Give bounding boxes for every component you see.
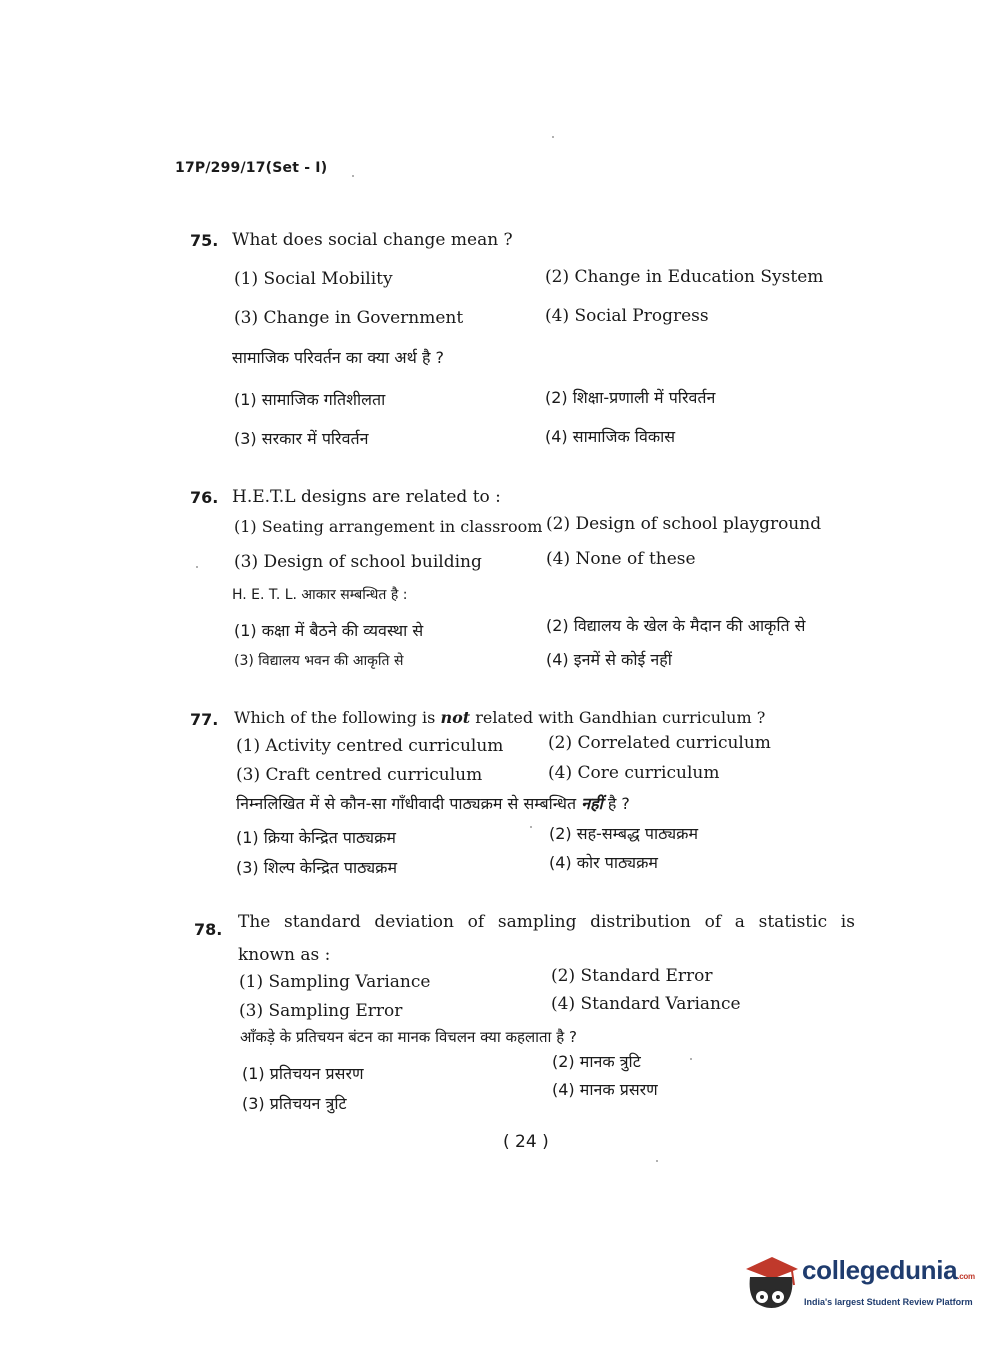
option-1-hi: (1) क्रिया केन्द्रित पाठ्यक्रम [236, 828, 396, 847]
word: deviation [374, 912, 454, 932]
option-3-en: (3) Sampling Error [239, 1001, 403, 1021]
logo-tagline: India's largest Student Review Platform [804, 1297, 973, 1307]
option-1-hi: (1) कक्षा में बैठने की व्यवस्था से [234, 621, 424, 640]
option-2-hi: (2) सह-सम्बद्ध पाठ्यक्रम [549, 824, 699, 843]
option-4-hi: (4) मानक प्रसरण [552, 1080, 658, 1099]
question-text-en: What does social change mean ? [232, 230, 513, 250]
option-1-hi: (1) प्रतिचयन प्रसरण [242, 1064, 364, 1083]
scan-speck [552, 136, 554, 138]
option-3-hi: (3) शिल्प केन्द्रित पाठ्यक्रम [236, 858, 398, 877]
question-text-hi: सामाजिक परिवर्तन का क्या अर्थ है ? [232, 348, 445, 367]
question-number: 76. [190, 488, 219, 507]
option-4-hi: (4) इनमें से कोई नहीं [546, 650, 672, 669]
scan-speck [352, 175, 354, 177]
word: of [704, 912, 722, 932]
option-3-hi: (3) विद्यालय भवन की आकृति से [234, 653, 404, 669]
question-text-hi-emphasis: नहीं [581, 794, 603, 813]
scan-speck [530, 826, 532, 828]
question-text-en-post: related with Gandhian curriculum ? [470, 708, 766, 727]
option-1-en: (1) Social Mobility [234, 269, 393, 289]
option-3-en: (3) Design of school building [234, 552, 482, 572]
logo-suffix: .com [957, 1272, 975, 1281]
question-text-en-line2: known as : [238, 945, 331, 965]
option-4-en: (4) Standard Variance [551, 994, 741, 1014]
word: standard [284, 912, 361, 932]
option-2-en: (2) Design of school playground [546, 514, 822, 534]
option-1-hi: (1) सामाजिक गतिशीलता [234, 390, 386, 409]
option-2-en: (2) Standard Error [551, 966, 713, 986]
question-text-en-pre: Which of the following is [234, 708, 441, 727]
option-4-hi: (4) कोर पाठ्यक्रम [549, 853, 658, 872]
option-4-en: (4) Social Progress [545, 306, 709, 326]
option-3-en: (3) Craft centred curriculum [236, 765, 483, 785]
question-text-hi-pre: निम्नलिखित में से कौन-सा गाँधीवादी पाठ्यक्रम से सम्बन्धित [236, 794, 582, 813]
option-2-hi: (2) मानक त्रुटि [552, 1052, 641, 1071]
word: distribution [590, 912, 691, 932]
option-2-hi: (2) शिक्षा-प्रणाली में परिवर्तन [545, 388, 716, 407]
question-text-en-emphasis: not [440, 708, 471, 727]
scan-speck [196, 566, 198, 568]
option-3-hi: (3) प्रतिचयन त्रुटि [242, 1094, 347, 1113]
logo-name: collegedunia [802, 1255, 958, 1285]
question-text-en [234, 708, 765, 727]
mascot-icon [742, 1247, 802, 1319]
option-2-en: (2) Correlated curriculum [548, 733, 771, 753]
logo-wordmark [802, 1255, 975, 1286]
question-text-hi: आँकड़े के प्रतिचयन बंटन का मानक विचलन क्या कहलाता है ? [240, 1028, 577, 1046]
question-number: 75. [190, 231, 219, 250]
scan-speck [690, 1058, 692, 1060]
word: a [734, 912, 745, 932]
word: sampling [497, 912, 577, 932]
option-2-en: (2) Change in Education System [545, 267, 824, 287]
page-number: ( 24 ) [503, 1132, 549, 1152]
option-1-en: (1) Activity centred curriculum [236, 736, 504, 756]
option-3-en: (3) Change in Government [234, 308, 464, 328]
question-text-hi [236, 792, 630, 814]
question-text-hi-post: है ? [602, 794, 630, 813]
option-1-en: (1) Sampling Variance [239, 972, 431, 992]
option-3-hi: (3) सरकार में परिवर्तन [234, 429, 369, 448]
word: The [238, 912, 271, 932]
question-number: 77. [190, 710, 219, 729]
option-2-hi: (2) विद्यालय के खेल के मैदान की आकृति से [546, 616, 806, 635]
paper-code: 17P/299/17(Set - I) [175, 160, 328, 176]
question-number: 78. [194, 920, 223, 939]
option-1-en: (1) Seating arrangement in classroom [234, 517, 543, 536]
word: statistic [758, 912, 828, 932]
question-text-en-line1 [238, 912, 855, 932]
option-4-en: (4) Core curriculum [548, 763, 720, 783]
question-text-en: H.E.T.L designs are related to : [232, 487, 501, 507]
word: is [840, 912, 855, 932]
question-text-hi: H. E. T. L. आकार सम्बन्धित है : [232, 587, 408, 603]
option-4-hi: (4) सामाजिक विकास [545, 427, 676, 446]
scan-speck [656, 1160, 658, 1162]
word: of [467, 912, 485, 932]
option-4-en: (4) None of these [546, 549, 696, 569]
collegedunia-logo [742, 1247, 975, 1319]
